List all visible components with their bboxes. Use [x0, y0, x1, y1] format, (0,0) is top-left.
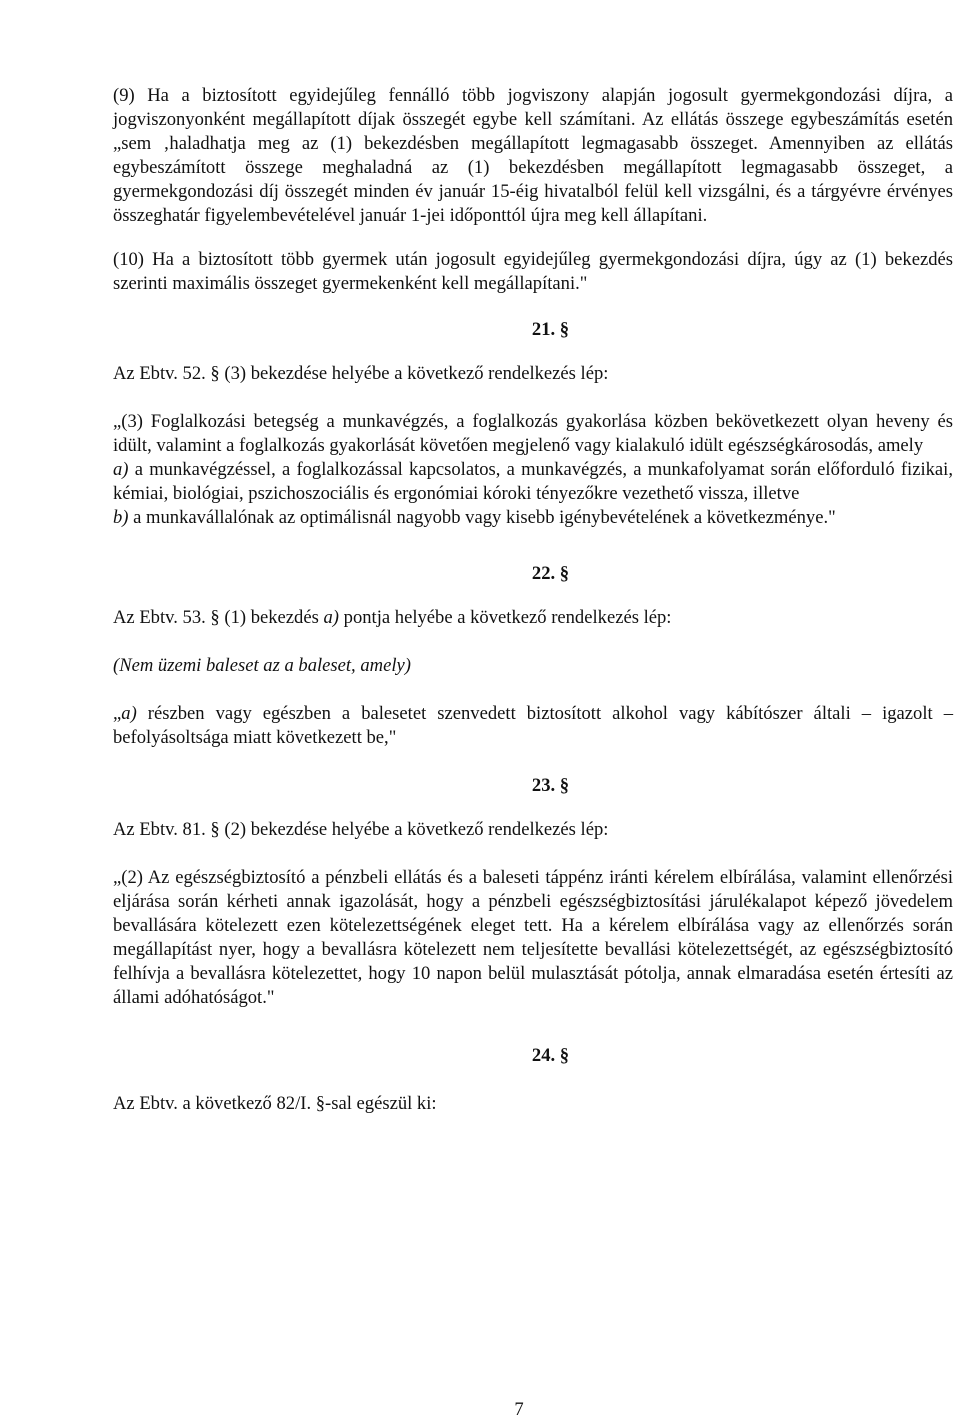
section-22-context: (Nem üzemi baleset az a baleset, amely) [113, 655, 411, 676]
section-heading-23: 23. § [531, 775, 570, 796]
section-22-body-text: részben vagy egészben a balesetet szenvedett biztosított alkohol vagy kábítószer általi – igazolt – befolyásoltsága miatt következett be," [113, 703, 953, 748]
section-23-intro: Az Ebtv. 81. § (2) bekezdése helyébe a következő rendelkezés lép: [113, 819, 609, 840]
section-heading-22: 22. § [531, 563, 570, 584]
section-22-intro-point: a) [323, 607, 339, 628]
section-24-intro: Az Ebtv. a következő 82/I. §-sal egészül ki: [113, 1093, 437, 1114]
section-22-body [113, 702, 953, 750]
item-b-text: a munkavállalónak az optimálisnál nagyobb vagy kisebb igénybevételének a következménye." [128, 507, 836, 528]
section-21-item-b [113, 506, 953, 530]
section-heading-21: 21. § [531, 319, 570, 340]
item-b-label: b) [113, 507, 129, 528]
section-22-point-label: a) [121, 703, 137, 724]
item-a-text: a munkavégzéssel, a foglalkozással kapcsolatos, a munkavégzés, a munkafolyamat során előforduló fizikai, kémiai, biológiai, pszichoszociális és ergonómiai kóroki tényezőkre vezethető vissza, illetve [113, 459, 953, 504]
item-a-label: a) [113, 459, 129, 480]
section-22-intro-post: pontja helyébe a következő rendelkezés lép: [339, 607, 672, 628]
section-heading-24: 24. § [531, 1045, 570, 1066]
section-23-body: „(2) Az egészségbiztosító a pénzbeli ellátás és a baleseti táppénz iránti kérelem elbírálása, valamint ellenőrzési eljárása során kérheti annak igazolását, hogy a pénzbeli egészségbiztosítási járulékalapot képező jövedelem bevallására kötelezett ezen kötelezettségének eleget tett. Ha a kérelem elbírálása vagy az ellenőrzés során megállapítást nyer, hogy a bevallásra kötelezett nem teljesítette bevallási kötelezettségét, az egészségbiztosító felhívja a bevallásra kötelezettet, hogy 10 napon belül mulasztását pótolja, annak elmaradása esetén értesíti az állami adóhatóságot." [113, 867, 953, 1008]
paragraph-9: (9) Ha a biztosított egyidejűleg fennálló több jogviszony alapján jogosult gyermekgondozási díjra, a jogviszonyonként megállapított díjak összegét egybe kell számítani. Az ellátás összege egybeszámítás esetén „sem ‚haladhatja meg az (1) bekezdésben megállapított legmagasabb összeget. Amennyiben az ellátás egybeszámított összege meghaladná az (1) bekezdésben megállapított legmagasabb összeget, a gyermekgondozási díj összegét minden év január 15-éig hivatalból felül kell vizsgálni, és a tárgyévre érvényes összeghatár figyelembevételével január 1-jei időponttól újra meg kell állapítani. [113, 85, 953, 226]
section-21-intro: Az Ebtv. 52. § (3) bekezdése helyébe a következő rendelkezés lép: [113, 363, 609, 384]
document-page [113, 84, 953, 1116]
section-22-intro [113, 606, 953, 630]
section-21-body: „(3) Foglalkozási betegség a munkavégzés, a foglalkozás gyakorlása közben bekövetkezett olyan heveny és idült, valamint a foglalkozás gyakorlását követően megjelenő vagy kialakuló idült egészségkárosodás, amely [113, 411, 953, 456]
section-22-open-quote: „ [113, 703, 122, 724]
section-21-item-a [113, 458, 953, 506]
section-22-intro-pre: Az Ebtv. 53. § (1) bekezdés [113, 607, 324, 628]
paragraph-10: (10) Ha a biztosított több gyermek után jogosult egyidejűleg gyermekgondozási díjra, úgy az (1) bekezdés szerinti maximális összeget gyermekenként kell megállapítani." [113, 249, 953, 294]
page-number: 7 [514, 1399, 524, 1420]
